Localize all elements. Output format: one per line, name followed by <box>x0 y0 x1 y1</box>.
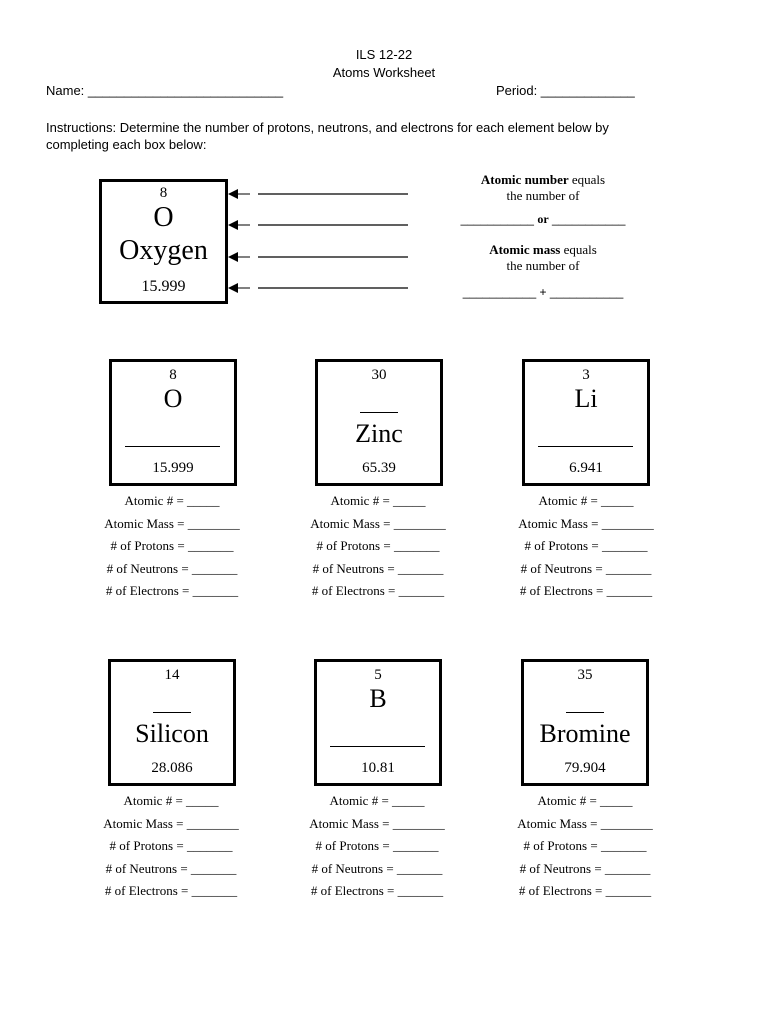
element-symbol-blank[interactable] <box>360 412 398 413</box>
atomic-number-caption: Atomic number equals <box>480 172 606 187</box>
electrons-field[interactable]: # of Electrons = _______ <box>518 883 652 898</box>
atomic-mass-field[interactable]: Atomic Mass = ________ <box>517 815 653 831</box>
legend-atomic-number: 8 <box>159 185 168 201</box>
course-code: ILS 12-22 <box>355 47 413 62</box>
neutrons-field[interactable]: # of Neutrons = _______ <box>311 860 443 876</box>
electrons-field[interactable]: # of Electrons = _______ <box>310 883 444 898</box>
atomic-mass-field[interactable]: Atomic Mass = ________ <box>104 515 240 531</box>
atomic-mass-field[interactable]: Atomic Mass = ________ <box>103 815 239 831</box>
legend-element-box <box>99 179 228 304</box>
atomic-number-field[interactable]: Atomic # = _____ <box>124 493 220 508</box>
atomic-number: 35 <box>577 667 593 683</box>
element-box-zinc <box>315 359 443 486</box>
neutrons-field[interactable]: # of Neutrons = _______ <box>519 860 651 876</box>
element-name-blank[interactable] <box>330 746 425 747</box>
atomic-mass: 10.81 <box>361 760 395 776</box>
neutrons-field[interactable]: # of Neutrons = _______ <box>105 860 237 876</box>
element-symbol: B <box>369 684 387 713</box>
atomic-mass: 6.941 <box>569 460 603 476</box>
arrow-name <box>228 251 410 263</box>
element-box-lithium <box>522 359 650 486</box>
neutrons-field[interactable]: # of Neutrons = _______ <box>106 560 238 576</box>
protons-field[interactable]: # of Protons = _______ <box>523 838 647 853</box>
atomic-number: 8 <box>169 367 177 383</box>
element-name-blank[interactable] <box>125 446 220 447</box>
atomic-number: 3 <box>582 367 590 383</box>
atomic-number-caption-2: the number of <box>506 188 580 203</box>
protons-field[interactable]: # of Protons = _______ <box>109 838 233 853</box>
electrons-field[interactable]: # of Electrons = _______ <box>105 583 239 598</box>
element-name: Silicon <box>135 719 209 748</box>
plus-answer-row[interactable]: ___________ + ___________ <box>462 285 624 299</box>
element-name: Bromine <box>539 719 631 748</box>
page-title: Atoms Worksheet <box>332 65 436 80</box>
arrow-atomic-number <box>228 188 410 200</box>
element-box-silicon <box>108 659 236 786</box>
atomic-mass: 15.999 <box>152 460 194 476</box>
element-symbol-blank[interactable] <box>153 712 191 713</box>
atomic-number: 14 <box>164 667 180 683</box>
instructions-line-2: completing each box below: <box>46 137 207 152</box>
element-box-oxygen <box>109 359 237 486</box>
protons-field[interactable]: # of Protons = _______ <box>524 538 648 553</box>
electrons-field[interactable]: # of Electrons = _______ <box>104 883 238 898</box>
element-box-boron <box>314 659 442 786</box>
atomic-mass-field[interactable]: Atomic Mass = ________ <box>518 515 654 531</box>
legend-name: Oxygen <box>119 235 208 266</box>
protons-field[interactable]: # of Protons = _______ <box>315 838 439 853</box>
atomic-mass: 65.39 <box>362 460 396 476</box>
atomic-mass-caption-2: the number of <box>506 258 580 273</box>
answer-fields-silicon[interactable] <box>71 790 271 903</box>
legend-symbol: O <box>153 202 174 233</box>
electrons-field[interactable]: # of Electrons = _______ <box>519 583 653 598</box>
element-symbol-blank[interactable] <box>566 712 604 713</box>
period-field[interactable]: Period: _____________ <box>496 83 635 98</box>
atomic-mass: 79.904 <box>564 760 606 776</box>
neutrons-field[interactable]: # of Neutrons = _______ <box>312 560 444 576</box>
atomic-number-field[interactable]: Atomic # = _____ <box>123 793 219 808</box>
legend-mass: 15.999 <box>141 278 186 295</box>
neutrons-field[interactable]: # of Neutrons = _______ <box>520 560 652 576</box>
protons-field[interactable]: # of Protons = _______ <box>110 538 234 553</box>
answer-fields-boron[interactable] <box>277 790 477 903</box>
electrons-field[interactable]: # of Electrons = _______ <box>311 583 445 598</box>
arrow-mass <box>228 282 410 294</box>
element-name-blank[interactable] <box>538 446 633 447</box>
protons-field[interactable]: # of Protons = _______ <box>316 538 440 553</box>
name-field[interactable]: Name: ___________________________ <box>46 83 284 98</box>
or-answer-row[interactable]: ___________ or ___________ <box>460 212 626 226</box>
atomic-mass: 28.086 <box>151 760 193 776</box>
atomic-mass-caption: Atomic mass equals <box>489 242 597 257</box>
element-symbol: Li <box>574 384 598 413</box>
element-box-bromine <box>521 659 649 786</box>
atomic-mass-field[interactable]: Atomic Mass = ________ <box>309 815 445 831</box>
instructions-line-1: Instructions: Determine the number of protons, neutrons, and electrons for each element below by <box>46 120 609 135</box>
atomic-mass-field[interactable]: Atomic Mass = ________ <box>310 515 446 531</box>
element-symbol: O <box>163 384 183 413</box>
arrow-symbol <box>228 219 410 231</box>
atomic-number: 30 <box>371 367 387 383</box>
answer-fields-zinc[interactable] <box>278 490 478 603</box>
atomic-number: 5 <box>374 667 382 683</box>
atomic-number-field[interactable]: Atomic # = _____ <box>538 493 634 508</box>
atomic-number-field[interactable]: Atomic # = _____ <box>329 793 425 808</box>
answer-fields-bromine[interactable] <box>485 790 685 903</box>
element-name: Zinc <box>355 419 403 448</box>
atomic-number-field[interactable]: Atomic # = _____ <box>330 493 426 508</box>
answer-fields-oxygen[interactable] <box>72 490 272 603</box>
atomic-number-field[interactable]: Atomic # = _____ <box>537 793 633 808</box>
answer-fields-lithium[interactable] <box>486 490 686 603</box>
